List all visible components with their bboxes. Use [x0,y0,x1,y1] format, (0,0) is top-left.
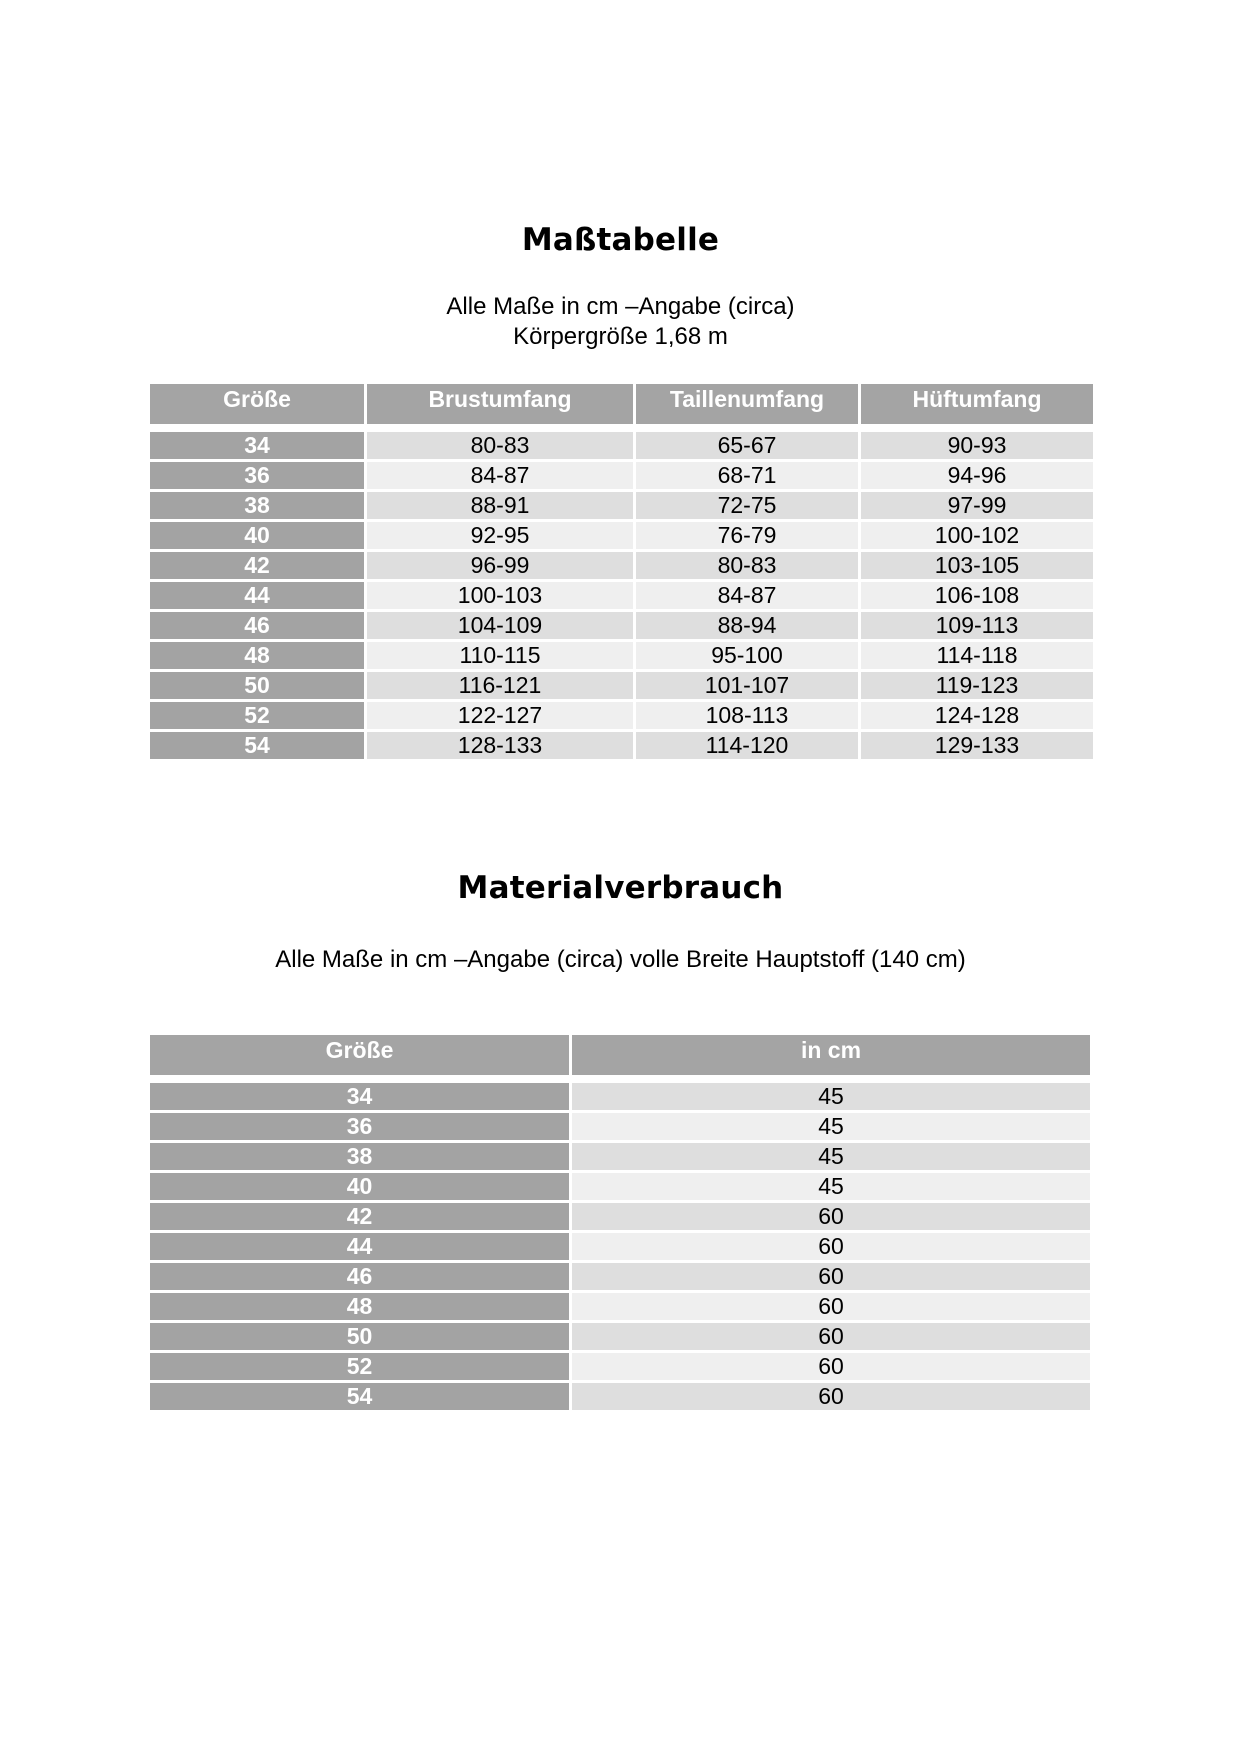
table-row [150,1143,1090,1170]
materialverbrauch-title: Materialverbrauch [457,870,784,906]
header-spacer [150,1078,1090,1080]
value-cell: 60 [572,1203,1090,1230]
size-cell: 36 [150,1113,569,1140]
table-row [150,1383,1090,1410]
size-cell: 48 [150,642,364,669]
value-cell: 116-121 [367,672,633,699]
value-cell: 84-87 [367,462,633,489]
size-cell: 46 [150,1263,569,1290]
size-cell: 52 [150,702,364,729]
header-taillenumfang: Taillenumfang [636,384,858,424]
value-cell: 101-107 [636,672,858,699]
header-spacer [150,427,1093,429]
value-cell: 119-123 [861,672,1093,699]
header-groesse: Größe [150,384,364,424]
table-row [150,1233,1090,1260]
value-cell: 88-91 [367,492,633,519]
value-cell: 45 [572,1143,1090,1170]
value-cell: 60 [572,1323,1090,1350]
table-row [150,1293,1090,1320]
header-brustumfang: Brustumfang [367,384,633,424]
value-cell: 129-133 [861,732,1093,759]
table-row [150,1083,1090,1110]
value-cell: 109-113 [861,612,1093,639]
table-row [150,492,1093,519]
size-cell: 44 [150,582,364,609]
value-cell: 60 [572,1293,1090,1320]
header-in-cm: in cm [572,1035,1090,1075]
size-cell: 34 [150,1083,569,1110]
value-cell: 72-75 [636,492,858,519]
table-row [150,1323,1090,1350]
value-cell: 60 [572,1353,1090,1380]
value-cell: 95-100 [636,642,858,669]
value-cell: 92-95 [367,522,633,549]
size-cell: 54 [150,1383,569,1410]
table-row [150,552,1093,579]
size-cell: 34 [150,432,364,459]
size-cell: 54 [150,732,364,759]
value-cell: 80-83 [636,552,858,579]
value-cell: 80-83 [367,432,633,459]
table-row [150,1173,1090,1200]
value-cell: 128-133 [367,732,633,759]
table-row [150,432,1093,459]
table-row [150,1113,1090,1140]
size-cell: 42 [150,552,364,579]
value-cell: 103-105 [861,552,1093,579]
value-cell: 114-118 [861,642,1093,669]
value-cell: 65-67 [636,432,858,459]
value-cell: 90-93 [861,432,1093,459]
value-cell: 45 [572,1083,1090,1110]
value-cell: 100-102 [861,522,1093,549]
table-row [150,702,1093,729]
size-cell: 50 [150,1323,569,1350]
table-row [150,582,1093,609]
masstabelle-subtitle-line2: Körpergröße 1,68 m [513,323,728,350]
value-cell: 68-71 [636,462,858,489]
value-cell: 60 [572,1233,1090,1260]
value-cell: 96-99 [367,552,633,579]
size-cell: 46 [150,612,364,639]
table-row [150,522,1093,549]
table-row [150,1353,1090,1380]
size-cell: 52 [150,1353,569,1380]
header-hueftumfang: Hüftumfang [861,384,1093,424]
value-cell: 110-115 [367,642,633,669]
materialverbrauch-header-row [150,1035,1090,1075]
masstabelle-subtitle-line1: Alle Maße in cm –Angabe (circa) [446,293,795,320]
materialverbrauch-table [147,1032,1093,1413]
value-cell: 104-109 [367,612,633,639]
value-cell: 122-127 [367,702,633,729]
value-cell: 94-96 [861,462,1093,489]
value-cell: 45 [572,1113,1090,1140]
size-cell: 42 [150,1203,569,1230]
masstabelle-table [147,381,1096,762]
value-cell: 60 [572,1383,1090,1410]
size-cell: 50 [150,672,364,699]
masstabelle-header-row [150,384,1093,424]
value-cell: 45 [572,1173,1090,1200]
size-cell: 40 [150,1173,569,1200]
size-cell: 48 [150,1293,569,1320]
value-cell: 106-108 [861,582,1093,609]
size-cell: 40 [150,522,364,549]
table-row [150,732,1093,759]
value-cell: 114-120 [636,732,858,759]
table-row [150,462,1093,489]
value-cell: 76-79 [636,522,858,549]
table-row [150,1203,1090,1230]
table-row [150,612,1093,639]
value-cell: 84-87 [636,582,858,609]
table-row [150,672,1093,699]
materialverbrauch-subtitle: Alle Maße in cm –Angabe (circa) volle Breite Hauptstoff (140 cm) [275,946,966,973]
size-cell: 38 [150,1143,569,1170]
table-row [150,1263,1090,1290]
header-groesse: Größe [150,1035,569,1075]
size-cell: 44 [150,1233,569,1260]
value-cell: 60 [572,1263,1090,1290]
value-cell: 97-99 [861,492,1093,519]
value-cell: 100-103 [367,582,633,609]
size-cell: 38 [150,492,364,519]
value-cell: 108-113 [636,702,858,729]
size-cell: 36 [150,462,364,489]
value-cell: 88-94 [636,612,858,639]
value-cell: 124-128 [861,702,1093,729]
table-row [150,642,1093,669]
masstabelle-title: Maßtabelle [521,222,720,258]
